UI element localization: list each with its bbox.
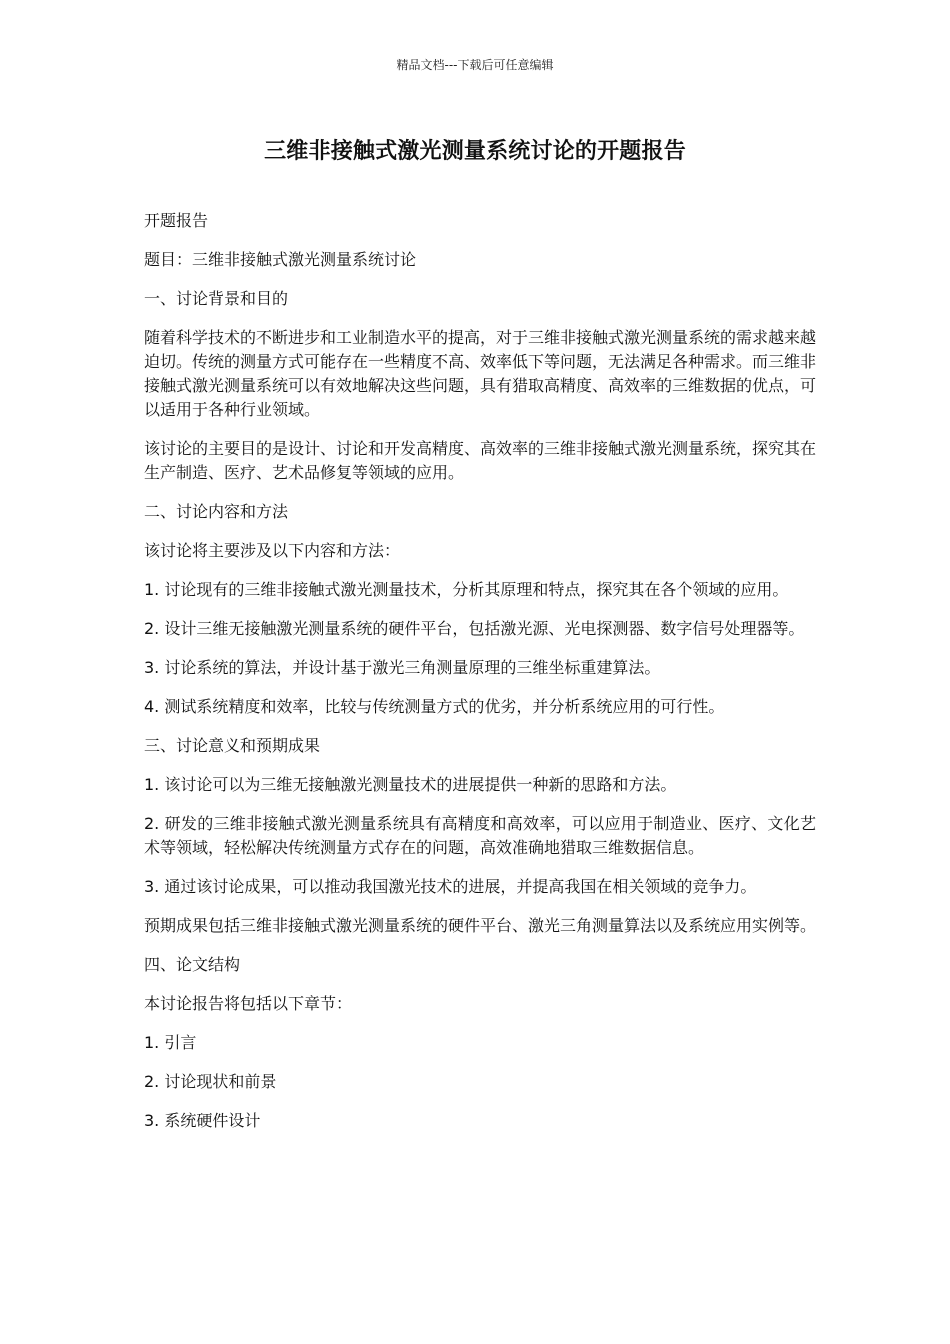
list-item: 3. 系统硬件设计 bbox=[144, 1111, 261, 1130]
paragraph: 开题报告 bbox=[144, 211, 209, 230]
page-header: 精品文档---下载后可任意编辑 bbox=[396, 58, 554, 72]
paragraph: 该讨论的主要目的是设计、讨论和开发高精度、高效率的三维非接触式激光测量系统，探究其在生产制造、医疗、艺术品修复等领域的应用。 bbox=[144, 439, 817, 482]
list-item: 1. 该讨论可以为三维无接触激光测量技术的进展提供一种新的思路和方法。 bbox=[144, 775, 677, 794]
document-title: 三维非接触式激光测量系统讨论的开题报告 bbox=[264, 139, 686, 164]
paragraph: 本讨论报告将包括以下章节： bbox=[144, 994, 353, 1013]
section-heading: 四、论文结构 bbox=[144, 955, 241, 974]
section-heading: 三、讨论意义和预期成果 bbox=[144, 736, 321, 755]
paragraph: 随着科学技术的不断进步和工业制造水平的提高，对于三维非接触式激光测量系统的需求越来越迫切。传统的测量方式可能存在一些精度不高、效率低下等问题，无法满足各种需求。而三维非接触式激光测量系统可以有效地解决这些问题，具有猎取高精度、高效率的三维数据的优点，可以适用于各种行业领域。 bbox=[144, 328, 817, 419]
list-item: 2. 设计三维无接触激光测量系统的硬件平台，包括激光源、光电探测器、数字信号处理器等。 bbox=[144, 619, 805, 638]
list-item: 2. 讨论现状和前景 bbox=[144, 1072, 277, 1091]
paragraph: 题目：三维非接触式激光测量系统讨论 bbox=[144, 250, 417, 269]
list-item: 3. 讨论系统的算法，并设计基于激光三角测量原理的三维坐标重建算法。 bbox=[144, 658, 661, 677]
section-heading: 二、讨论内容和方法 bbox=[144, 502, 289, 521]
list-item: 2. 研发的三维非接触式激光测量系统具有高精度和高效率，可以应用于制造业、医疗、文化艺术等领域，轻松解决传统测量方式存在的问题，高效准确地猎取三维数据信息。 bbox=[144, 814, 816, 857]
list-item: 4. 测试系统精度和效率，比较与传统测量方式的优劣，并分析系统应用的可行性。 bbox=[144, 697, 725, 716]
paragraph: 预期成果包括三维非接触式激光测量系统的硬件平台、激光三角测量算法以及系统应用实例等。 bbox=[144, 916, 817, 935]
list-item: 3. 通过该讨论成果，可以推动我国激光技术的进展，并提高我国在相关领域的竞争力。 bbox=[144, 877, 757, 896]
section-heading: 一、讨论背景和目的 bbox=[144, 289, 289, 308]
document-body bbox=[144, 209, 816, 1148]
list-item: 1. 讨论现有的三维非接触式激光测量技术，分析其原理和特点，探究其在各个领域的应用。 bbox=[144, 580, 789, 599]
list-item: 1. 引言 bbox=[144, 1033, 197, 1052]
paragraph: 该讨论将主要涉及以下内容和方法： bbox=[144, 541, 401, 560]
